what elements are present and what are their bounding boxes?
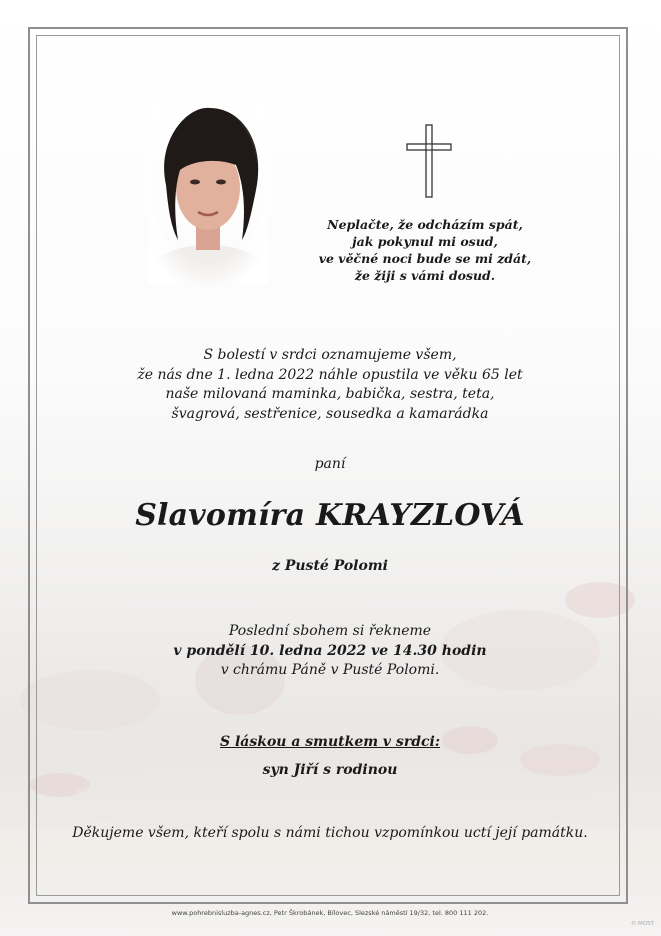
poem (300, 216, 550, 284)
funeral-service-footer: www.pohrebnisluzba-agnes.cz, Petr Škrobánek, Bílovec, Slezské náměstí 19/32, tel. 800 111 202. (171, 909, 489, 917)
watermark: © MOST (630, 921, 654, 927)
funeral-details (130, 622, 530, 681)
announcement-line: že nás dne 1. ledna 2022 náhle opustila ve věku 65 let (137, 366, 523, 383)
poem-line: jak pokynul mi osud, (352, 234, 498, 249)
funeral-intro: Poslední sbohem si řekneme (228, 623, 432, 639)
announcement (110, 346, 550, 424)
funeral-place: v chrámu Páně v Pusté Polomi. (220, 662, 440, 678)
poem-line: Neplačte, že odcházím spát, (327, 217, 523, 232)
deceased-origin: z Pusté Polomi (272, 558, 388, 574)
portrait-photo (148, 100, 268, 285)
announcement-line: švagrová, sestřenice, sousedka a kamarádka (171, 405, 489, 422)
mourners-family: syn Jiří s rodinou (262, 762, 398, 778)
deceased-name: Slavomíra KRAYZLOVÁ (135, 498, 525, 533)
thanks-line: Děkujeme všem, kteří spolu s námi tichou vzpomínkou uctí její památku. (72, 825, 588, 841)
announcement-line: S bolestí v srdci oznamujeme všem, (203, 347, 457, 363)
poem-line: že žiji s vámi dosud. (354, 268, 496, 283)
mourners-heading: S láskou a smutkem v srdci: (220, 734, 440, 750)
poem-line: ve věčné noci bude se mi zdát, (318, 251, 532, 266)
cross-icon (406, 124, 452, 198)
honorific: paní (314, 456, 346, 472)
funeral-date-time: v pondělí 10. ledna 2022 ve 14.30 hodin (173, 642, 487, 659)
announcement-line: naše milovaná maminka, babička, sestra, teta, (165, 386, 495, 402)
